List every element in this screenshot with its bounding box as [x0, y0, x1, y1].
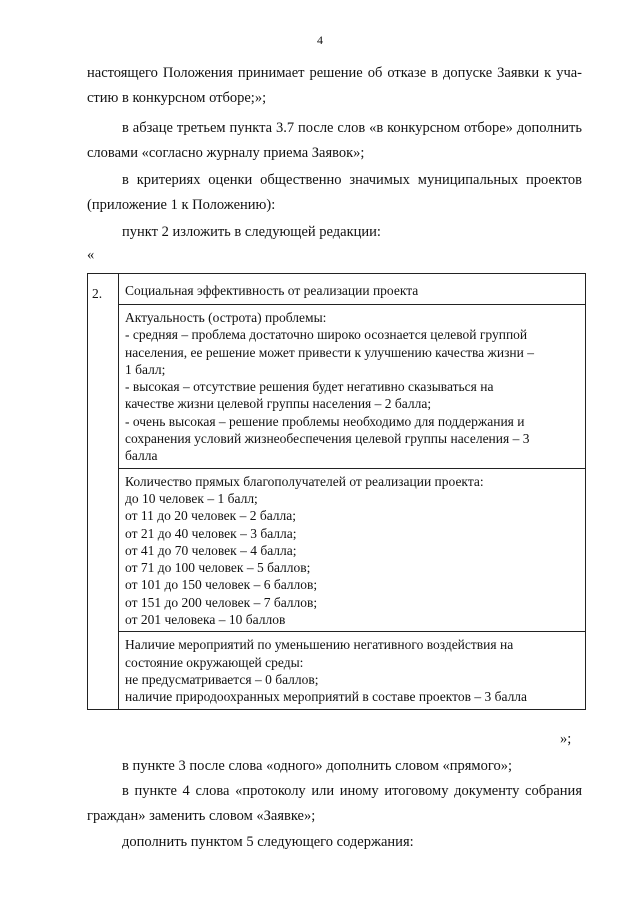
table-text-line: от 201 человека – 10 баллов	[125, 612, 286, 628]
criteria-table	[87, 273, 586, 710]
table-row	[88, 468, 586, 632]
table-text-line: - очень высокая – решение проблемы необходимо для поддержания и	[125, 413, 525, 429]
environment-block	[119, 632, 585, 708]
opening-quote: «	[87, 247, 95, 263]
table-cell-relevance	[119, 305, 586, 469]
table-text-line: от 71 до 100 человек – 5 баллов;	[125, 560, 311, 576]
table-text-line: Количество прямых благополучателей от реализации проекта:	[125, 473, 484, 489]
paragraph-line: граждан» заменить словом «Заявке»;	[87, 808, 316, 824]
table-text-line: - средняя – проблема достаточно широко осознается целевой группой	[125, 327, 528, 343]
table-text-line: качестве жизни целевой группы населения – 2 балла;	[125, 396, 432, 412]
table-text-line: населения, ее решение может привести к улучшению качества жизни –	[125, 344, 534, 360]
table-row	[88, 632, 586, 709]
table-cell-title	[119, 274, 586, 305]
table-text-line: балла	[125, 448, 158, 464]
paragraph-line: в критериях оценки общественно значимых муниципальных проектов	[122, 172, 582, 188]
table-text-line: от 101 до 150 человек – 6 баллов;	[125, 577, 318, 593]
table-row	[88, 305, 586, 469]
table-text-line: от 21 до 40 человек – 3 балла;	[125, 525, 297, 541]
paragraph-line: (приложение 1 к Положению):	[87, 197, 276, 213]
table-text-line: состояние окружающей среды:	[125, 654, 304, 670]
beneficiaries-block	[119, 469, 585, 632]
table-text-line: не предусматривается – 0 баллов;	[125, 671, 319, 687]
paragraph-line: словами «согласно журналу приема Заявок»;	[87, 145, 365, 161]
paragraph-line: пункт 2 изложить в следующей редакции:	[122, 224, 381, 240]
table-text-line: - высокая – отсутствие решения будет негативно сказываться на	[125, 379, 494, 395]
table-text-line: Наличие мероприятий по уменьшению негативного воздействия на	[125, 637, 514, 653]
table-row	[88, 274, 586, 305]
table-text-line: от 151 до 200 человек – 7 баллов;	[125, 594, 318, 610]
page-number: 4	[317, 33, 323, 47]
paragraph-line: стию в конкурсном отборе;»;	[87, 90, 267, 106]
table-text-line: сохранения условий жизнеобеспечения целевой группы населения – 3	[125, 431, 530, 447]
paragraph-line: настоящего Положения принимает решение об отказе в допуске Заявки к уча-	[87, 65, 582, 81]
table-cell-environment	[119, 632, 586, 709]
closing-quote: »;	[560, 731, 572, 747]
paragraph-line: в пункте 4 слова «протоколу или иному итоговому документу собрания	[122, 783, 582, 799]
relevance-block	[119, 305, 585, 468]
criterion-title: Социальная эффективность от реализации проекта	[125, 283, 419, 298]
paragraph-line: дополнить пунктом 5 следующего содержания:	[122, 834, 414, 850]
paragraph-line: в пункте 3 после слова «одного» дополнить словом «прямого»;	[122, 758, 512, 774]
table-text-line: 1 балл;	[125, 361, 166, 377]
table-text-line: от 11 до 20 человек – 2 балла;	[125, 508, 297, 524]
table-text-line: до 10 человек – 1 балл;	[125, 490, 258, 506]
table-text-line: наличие природоохранных мероприятий в составе проектов – 3 балла	[125, 689, 528, 705]
paragraph-line: в абзаце третьем пункта 3.7 после слов «в конкурсном отборе» дополнить	[122, 120, 582, 136]
table-text-line: от 41 до 70 человек – 4 балла;	[125, 542, 297, 558]
table-text-line: Актуальность (острота) проблемы:	[125, 310, 327, 325]
item-number: 2.	[88, 274, 119, 710]
table-cell-beneficiaries	[119, 468, 586, 632]
